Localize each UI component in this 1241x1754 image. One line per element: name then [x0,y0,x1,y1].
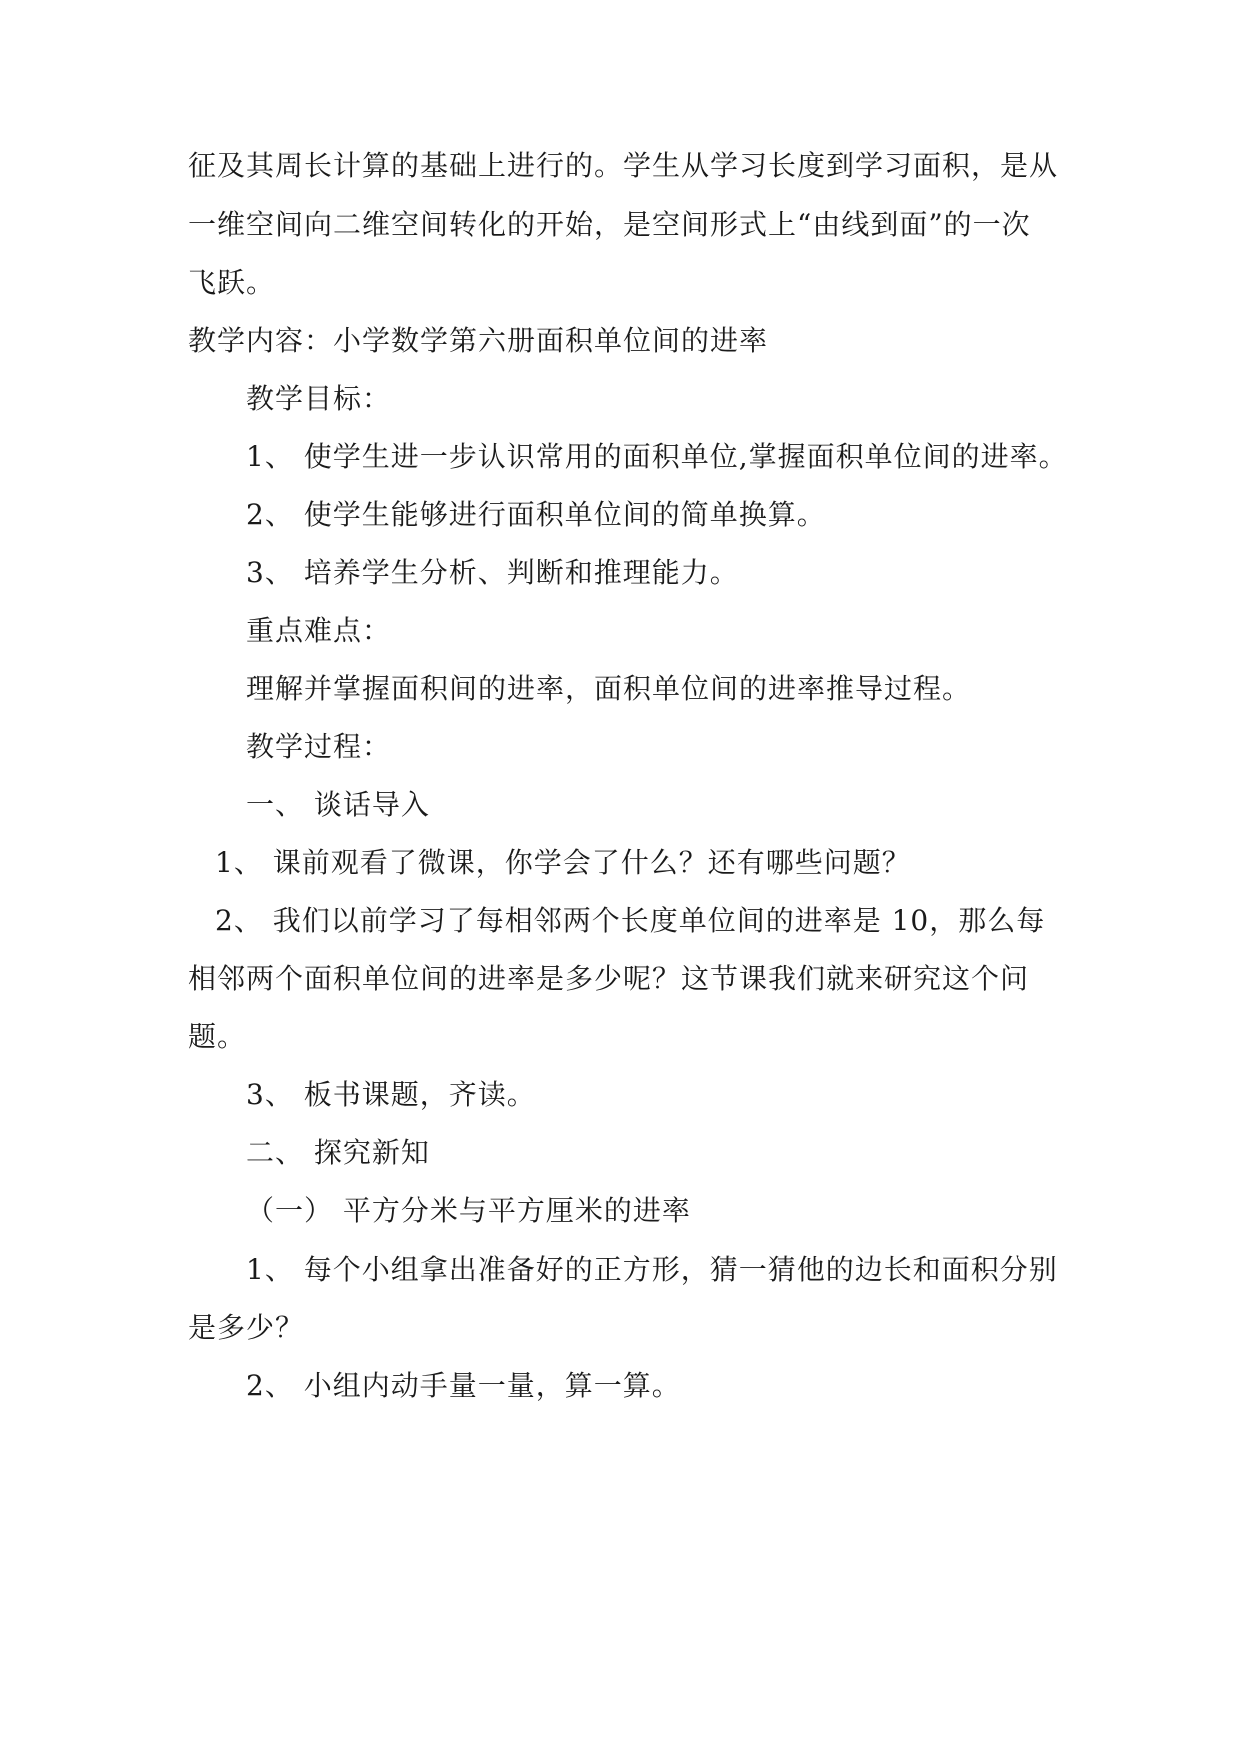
text-line: 征及其周长计算的基础上进行的。学生从学习长度到学习面积，是从 [188,149,1059,182]
section-heading: 教学过程： [246,730,392,763]
subsection-heading: （一） 平方分米与平方厘米的进率 [246,1194,691,1227]
text-line: 是多少？ [188,1311,305,1344]
subsection-heading: 二、 探究新知 [246,1136,430,1169]
list-item: 3、 培养学生分析、判断和推理能力。 [246,556,739,589]
text-line: 相邻两个面积单位间的进率是多少呢？这节课我们就来研究这个问 [188,962,1030,995]
text-line: 理解并掌握面积间的进率，面积单位间的进率推导过程。 [246,672,972,705]
list-item: 1、 课前观看了微课，你学会了什么？还有哪些问题？ [215,846,911,879]
text-line: 一维空间向二维空间转化的开始，是空间形式上“由线到面”的一次 [188,208,1031,241]
list-item: 1、 每个小组拿出准备好的正方形，猜一猜他的边长和面积分别 [246,1253,1058,1286]
section-heading: 重点难点： [246,614,392,647]
text-line: 飞跃。 [188,266,276,299]
text-line: 题。 [188,1020,247,1053]
section-label: 教学内容：小学数学第六册面积单位间的进率 [188,324,769,357]
subsection-heading: 一、 谈话导入 [246,788,430,821]
section-heading: 教学目标： [246,382,392,415]
list-item: 2、 小组内动手量一量，算一算。 [246,1369,681,1402]
list-item: 3、 板书课题，齐读。 [246,1078,536,1111]
list-item: 2、 我们以前学习了每相邻两个长度单位间的进率是 10，那么每 [215,904,1046,937]
list-item: 2、 使学生能够进行面积单位间的简单换算。 [246,498,826,531]
list-item: 1、 使学生进一步认识常用的面积单位,掌握面积单位间的进率。 [246,440,1068,473]
